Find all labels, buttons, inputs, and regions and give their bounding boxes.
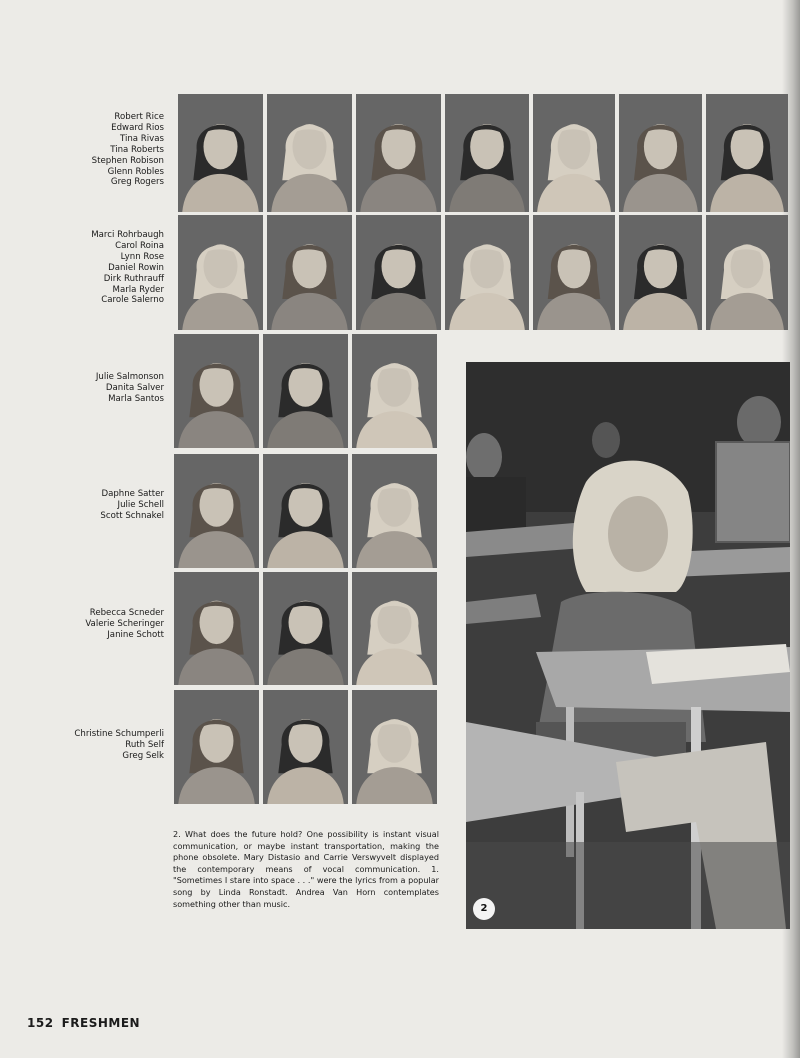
student-name: Danita Salver: [105, 382, 164, 393]
student-name: Scott Schnakel: [100, 510, 164, 521]
student-name: Tina Rivas: [119, 133, 164, 144]
student-name: Tina Roberts: [110, 144, 164, 155]
student-portrait: [619, 94, 702, 212]
student-portrait: [263, 334, 348, 448]
student-portrait: [178, 94, 263, 212]
name-list-row-5: [85, 608, 164, 641]
student-portrait: [174, 572, 259, 685]
student-name: Daniel Rowin: [108, 262, 164, 273]
student-name: Marla Ryder: [112, 284, 164, 295]
name-list-row-4: [100, 489, 164, 522]
student-portrait: [356, 94, 441, 212]
student-portrait: [352, 690, 437, 804]
name-list-row-3: [96, 372, 164, 405]
student-name: Valerie Scheringer: [85, 618, 164, 629]
student-name: Julie Schell: [117, 499, 164, 510]
student-portrait: [706, 94, 788, 212]
student-portrait: [533, 215, 615, 330]
student-portrait: [445, 215, 529, 330]
student-portrait: [174, 454, 259, 568]
student-portrait: [263, 454, 348, 568]
photo-number-badge: 2: [473, 898, 495, 920]
student-portrait: [352, 454, 437, 568]
student-name: Lynn Rose: [120, 251, 164, 262]
student-name: Stephen Robison: [91, 155, 164, 166]
student-name: Carole Salerno: [101, 295, 164, 306]
student-portrait: [174, 690, 259, 804]
student-portrait: [352, 572, 437, 685]
student-name: Janine Schott: [107, 629, 164, 640]
section-title: FRESHMEN: [61, 1016, 141, 1030]
student-name: Robert Rice: [114, 112, 164, 122]
student-portrait: [263, 572, 348, 685]
student-portrait: [706, 215, 788, 330]
student-portrait: [356, 215, 441, 330]
student-name: Glenn Robles: [107, 166, 164, 177]
page-folio: [27, 1016, 140, 1030]
student-portrait: [533, 94, 615, 212]
student-name: Christine Schumperli: [74, 729, 164, 739]
name-list-row-1: [92, 112, 164, 188]
student-portrait: [263, 690, 348, 804]
student-name: Greg Selk: [122, 750, 164, 761]
student-name: Marci Rohrbaugh: [91, 230, 164, 240]
student-name: Ruth Self: [125, 739, 164, 750]
student-name: Rebecca Scneder: [89, 608, 164, 618]
student-portrait: [267, 94, 352, 212]
student-name: Marla Santos: [108, 393, 164, 404]
student-portrait: [352, 334, 437, 448]
name-list-row-2: [91, 230, 164, 306]
student-portrait: [619, 215, 702, 330]
student-name: Edward Rios: [111, 122, 164, 133]
student-portrait: [267, 215, 352, 330]
page-number: 152: [27, 1016, 54, 1030]
student-name: Daphne Satter: [101, 489, 164, 499]
classroom-photo-image: [466, 362, 790, 929]
name-list-row-6: [74, 729, 164, 762]
student-name: Dirk Ruthrauff: [103, 273, 164, 284]
photo-caption: 2. What does the future hold? One possibility is instant visual communication, or maybe instant transportation, making the phone obsolete. Mary Distasio and Carrie Verswyvelt displayed the contemporary means of vocal communication. 1. "Sometimes I stare into space . . ." were the lyrics from a popular song by Linda Ronstadt. Andrea Van Horn contemplates something other than music.: [173, 829, 439, 909]
student-portrait: [445, 94, 529, 212]
student-portrait: [174, 334, 259, 448]
student-name: Carol Roina: [115, 240, 164, 251]
classroom-photo: [466, 362, 790, 929]
student-name: Julie Salmonson: [95, 372, 164, 382]
student-portrait: [178, 215, 263, 330]
student-name: Greg Rogers: [110, 177, 164, 188]
